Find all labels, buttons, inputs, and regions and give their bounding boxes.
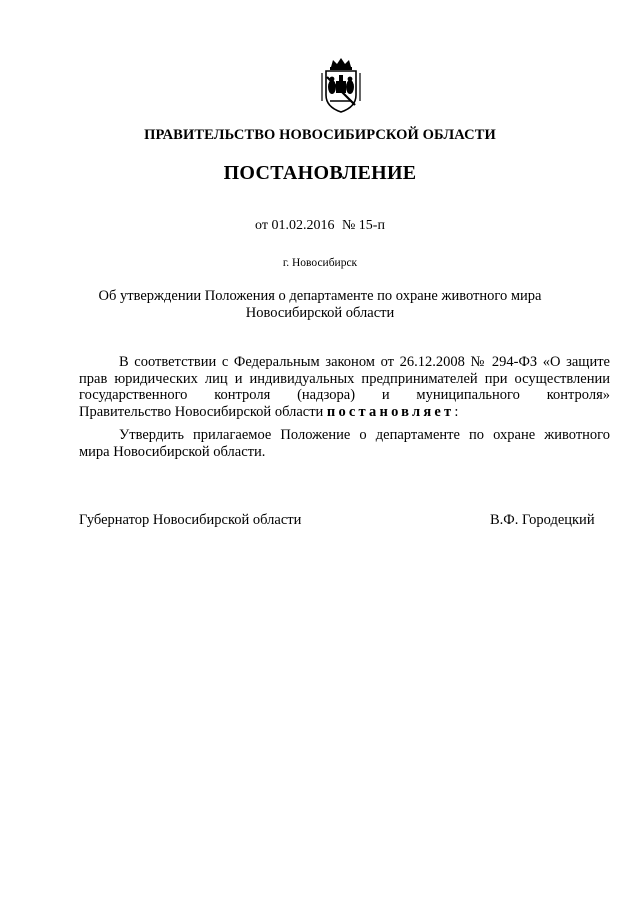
city-line: г. Новосибирск xyxy=(282,257,358,269)
coat-of-arms-icon xyxy=(318,57,364,115)
document-subject xyxy=(0,288,640,322)
preamble-line-3: государственного контроля (надзора) и муниципального контроля» xyxy=(79,387,610,403)
date-number-line xyxy=(0,218,640,234)
subject-line-2: Новосибирской области xyxy=(245,305,395,321)
preamble-line-4-end: : xyxy=(454,403,459,420)
date-prefix: от xyxy=(255,218,268,233)
document-type-title: ПОСТАНОВЛЕНИЕ xyxy=(223,162,417,184)
signatory-name: В.Ф. Городецкий xyxy=(490,512,595,528)
resolves-keyword: постановляет xyxy=(326,403,455,420)
organization-heading: ПРАВИТЕЛЬСТВО НОВОСИБИРСКОЙ ОБЛАСТИ xyxy=(144,127,496,143)
signatory-position: Губернатор Новосибирской области xyxy=(79,512,302,528)
preamble-line-2: прав юридических лиц и индивидуальных предпринимателей при осуществлении xyxy=(79,370,610,387)
preamble-line-4-text: Правительство Новосибирской области xyxy=(79,403,324,420)
document-date: 01.02.2016 xyxy=(271,218,335,233)
document-number: № 15-п xyxy=(341,218,385,233)
resolution-line-2: мира Новосибирской области. xyxy=(79,443,266,460)
preamble-line-1: В соответствии с Федеральным законом от 26.12.2008 № 294-ФЗ «О защите xyxy=(119,354,610,370)
paragraph-resolution xyxy=(79,427,610,460)
subject-line-1: Об утверждении Положения о департаменте по охране животного мира xyxy=(98,288,542,304)
paragraph-preamble xyxy=(79,354,610,420)
preamble-line-4 xyxy=(79,404,610,421)
resolution-line-1: Утвердить прилагаемое Положение о департаменте по охране животного xyxy=(119,427,610,443)
